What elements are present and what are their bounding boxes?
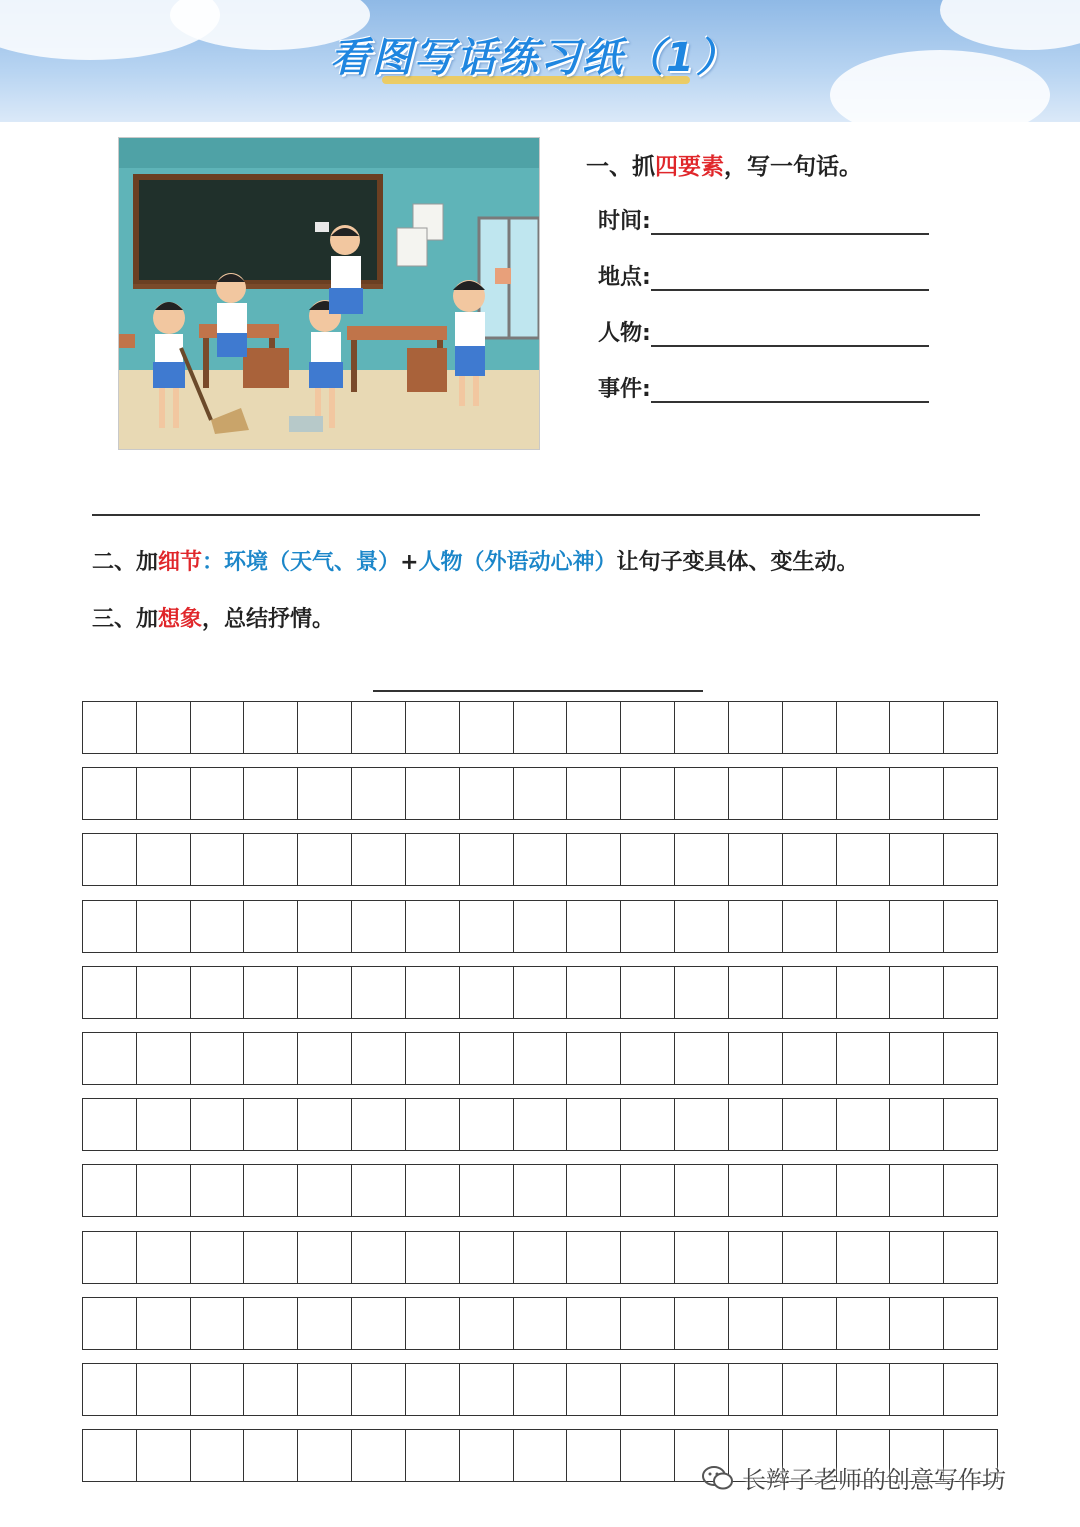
section1-heading bbox=[586, 148, 862, 181]
grid-cell[interactable] bbox=[889, 1032, 944, 1085]
grid-cell[interactable] bbox=[82, 900, 137, 953]
grid-row bbox=[82, 1164, 998, 1217]
grid-row bbox=[82, 1297, 998, 1350]
grid-cell[interactable] bbox=[405, 1164, 460, 1217]
grid-cell[interactable] bbox=[351, 1098, 406, 1151]
grid-cell[interactable] bbox=[889, 833, 944, 886]
grid-cell[interactable] bbox=[351, 966, 406, 1019]
grid-cell[interactable] bbox=[513, 1429, 568, 1482]
grid-cell[interactable] bbox=[674, 1032, 729, 1085]
grid-cell[interactable] bbox=[351, 833, 406, 886]
grid-cell[interactable] bbox=[566, 900, 621, 953]
section3-prefix: 三、加 bbox=[92, 607, 159, 632]
grid-cell[interactable] bbox=[459, 1363, 514, 1416]
grid-cell[interactable] bbox=[136, 1098, 191, 1151]
grid-cell[interactable] bbox=[459, 900, 514, 953]
field-line-place[interactable] bbox=[651, 263, 929, 291]
grid-cell[interactable] bbox=[566, 1098, 621, 1151]
section2-highlight: 细节 bbox=[158, 550, 203, 575]
grid-cell[interactable] bbox=[405, 1297, 460, 1350]
section3-suffix: ，总结抒情。 bbox=[202, 607, 335, 632]
section3-heading bbox=[92, 602, 334, 633]
grid-cell[interactable] bbox=[566, 966, 621, 1019]
grid-cell[interactable] bbox=[136, 767, 191, 820]
grid-cell[interactable] bbox=[836, 966, 891, 1019]
grid-row bbox=[82, 900, 998, 953]
grid-row bbox=[82, 1032, 998, 1085]
grid-row bbox=[82, 1098, 998, 1151]
grid-cell[interactable] bbox=[513, 767, 568, 820]
grid-cell[interactable] bbox=[889, 1164, 944, 1217]
grid-cell[interactable] bbox=[943, 833, 998, 886]
grid-cell[interactable] bbox=[351, 1429, 406, 1482]
grid-cell[interactable] bbox=[674, 701, 729, 754]
sentence-answer-line[interactable] bbox=[92, 514, 980, 516]
grid-cell[interactable] bbox=[351, 1032, 406, 1085]
grid-cell[interactable] bbox=[405, 833, 460, 886]
grid-cell[interactable] bbox=[566, 1429, 621, 1482]
grid-cell[interactable] bbox=[728, 1164, 783, 1217]
grid-cell[interactable] bbox=[297, 1297, 352, 1350]
grid-cell[interactable] bbox=[620, 767, 675, 820]
grid-cell[interactable] bbox=[136, 900, 191, 953]
grid-row bbox=[82, 833, 998, 886]
grid-cell[interactable] bbox=[782, 833, 837, 886]
grid-cell[interactable] bbox=[782, 767, 837, 820]
grid-cell[interactable] bbox=[351, 1363, 406, 1416]
grid-cell[interactable] bbox=[351, 1164, 406, 1217]
grid-cell[interactable] bbox=[459, 1231, 514, 1284]
section2-plus: + bbox=[400, 550, 419, 575]
section1-suffix: ，写一句话。 bbox=[724, 154, 862, 180]
grid-cell[interactable] bbox=[190, 1429, 245, 1482]
grid-cell[interactable] bbox=[836, 767, 891, 820]
grid-cell[interactable] bbox=[566, 1032, 621, 1085]
grid-row bbox=[82, 701, 998, 754]
grid-cell[interactable] bbox=[243, 1164, 298, 1217]
grid-cell[interactable] bbox=[513, 701, 568, 754]
grid-cell[interactable] bbox=[136, 1032, 191, 1085]
grid-cell[interactable] bbox=[513, 1363, 568, 1416]
grid-cell[interactable] bbox=[620, 1429, 675, 1482]
grid-cell[interactable] bbox=[943, 900, 998, 953]
grid-cell[interactable] bbox=[836, 1098, 891, 1151]
grid-cell[interactable] bbox=[136, 701, 191, 754]
cloud-decoration bbox=[830, 50, 1050, 122]
grid-cell[interactable] bbox=[620, 966, 675, 1019]
grid-cell[interactable] bbox=[674, 767, 729, 820]
grid-cell[interactable] bbox=[351, 1297, 406, 1350]
grid-cell[interactable] bbox=[297, 966, 352, 1019]
grid-cell[interactable] bbox=[943, 767, 998, 820]
field-label-event: 事件: bbox=[598, 377, 651, 402]
grid-cell[interactable] bbox=[351, 1231, 406, 1284]
grid-cell[interactable] bbox=[405, 1429, 460, 1482]
grid-cell[interactable] bbox=[405, 701, 460, 754]
grid-cell[interactable] bbox=[190, 900, 245, 953]
grid-cell[interactable] bbox=[82, 1429, 137, 1482]
grid-cell[interactable] bbox=[297, 1429, 352, 1482]
grid-cell[interactable] bbox=[566, 1297, 621, 1350]
grid-cell[interactable] bbox=[620, 1297, 675, 1350]
grid-cell[interactable] bbox=[943, 1032, 998, 1085]
grid-row bbox=[82, 966, 998, 1019]
grid-cell[interactable] bbox=[889, 1098, 944, 1151]
page-title: 看图写话练习纸（1） bbox=[330, 35, 738, 81]
grid-cell[interactable] bbox=[459, 701, 514, 754]
grid-cell[interactable] bbox=[782, 1098, 837, 1151]
grid-cell[interactable] bbox=[889, 1231, 944, 1284]
grid-cell[interactable] bbox=[782, 966, 837, 1019]
grid-cell[interactable] bbox=[513, 1032, 568, 1085]
grid-cell[interactable] bbox=[136, 1231, 191, 1284]
grid-cell[interactable] bbox=[836, 1231, 891, 1284]
grid-cell[interactable] bbox=[243, 1363, 298, 1416]
grid-cell[interactable] bbox=[782, 900, 837, 953]
grid-cell[interactable] bbox=[513, 900, 568, 953]
grid-cell[interactable] bbox=[728, 1032, 783, 1085]
grid-cell[interactable] bbox=[889, 900, 944, 953]
grid-cell[interactable] bbox=[190, 701, 245, 754]
grid-cell[interactable] bbox=[943, 1297, 998, 1350]
grid-cell[interactable] bbox=[566, 1164, 621, 1217]
grid-cell[interactable] bbox=[782, 701, 837, 754]
grid-cell[interactable] bbox=[405, 1363, 460, 1416]
grid-cell[interactable] bbox=[782, 1297, 837, 1350]
field-label-person: 人物: bbox=[598, 321, 651, 346]
section1-prefix: 一、抓 bbox=[586, 154, 655, 180]
grid-cell[interactable] bbox=[674, 966, 729, 1019]
grid-cell[interactable] bbox=[943, 1164, 998, 1217]
grid-cell[interactable] bbox=[243, 833, 298, 886]
grid-cell[interactable] bbox=[405, 966, 460, 1019]
grid-cell[interactable] bbox=[836, 1363, 891, 1416]
cloud-decoration bbox=[940, 0, 1080, 50]
grid-cell[interactable] bbox=[297, 900, 352, 953]
grid-cell[interactable] bbox=[243, 1429, 298, 1482]
grid-cell[interactable] bbox=[459, 966, 514, 1019]
composition-title-line[interactable] bbox=[373, 690, 703, 692]
field-line-time[interactable] bbox=[651, 207, 929, 235]
grid-cell[interactable] bbox=[566, 1363, 621, 1416]
grid-cell[interactable] bbox=[620, 1032, 675, 1085]
section2-suffix: 让句子变具体、变生动。 bbox=[616, 550, 859, 575]
grid-cell[interactable] bbox=[620, 833, 675, 886]
grid-cell[interactable] bbox=[889, 1297, 944, 1350]
grid-cell[interactable] bbox=[889, 767, 944, 820]
grid-row bbox=[82, 767, 998, 820]
grid-cell[interactable] bbox=[459, 1297, 514, 1350]
grid-cell[interactable] bbox=[190, 1164, 245, 1217]
grid-cell[interactable] bbox=[943, 1231, 998, 1284]
grid-cell[interactable] bbox=[190, 1363, 245, 1416]
grid-cell[interactable] bbox=[351, 767, 406, 820]
grid-cell[interactable] bbox=[297, 767, 352, 820]
grid-cell[interactable] bbox=[782, 1231, 837, 1284]
grid-cell[interactable] bbox=[190, 1231, 245, 1284]
grid-cell[interactable] bbox=[513, 966, 568, 1019]
grid-cell[interactable] bbox=[136, 1164, 191, 1217]
grid-cell[interactable] bbox=[459, 1032, 514, 1085]
grid-cell[interactable] bbox=[190, 1032, 245, 1085]
grid-cell[interactable] bbox=[836, 1297, 891, 1350]
grid-cell[interactable] bbox=[82, 767, 137, 820]
grid-cell[interactable] bbox=[782, 1363, 837, 1416]
grid-cell[interactable] bbox=[82, 1164, 137, 1217]
grid-cell[interactable] bbox=[566, 833, 621, 886]
grid-cell[interactable] bbox=[728, 966, 783, 1019]
grid-cell[interactable] bbox=[836, 900, 891, 953]
watermark-text: 长辫子老师的创意写作坊 bbox=[742, 1466, 1006, 1494]
grid-cell[interactable] bbox=[297, 1164, 352, 1217]
grid-cell[interactable] bbox=[405, 1032, 460, 1085]
grid-cell[interactable] bbox=[620, 1231, 675, 1284]
section2-colon: ： bbox=[202, 550, 225, 575]
grid-cell[interactable] bbox=[620, 900, 675, 953]
grid-cell[interactable] bbox=[674, 1231, 729, 1284]
grid-cell[interactable] bbox=[459, 1098, 514, 1151]
grid-cell[interactable] bbox=[459, 1164, 514, 1217]
grid-cell[interactable] bbox=[889, 966, 944, 1019]
field-person bbox=[598, 316, 929, 350]
grid-cell[interactable] bbox=[513, 1231, 568, 1284]
section2-prefix: 二、加 bbox=[92, 550, 159, 575]
field-line-event[interactable] bbox=[651, 375, 929, 403]
grid-cell[interactable] bbox=[82, 1297, 137, 1350]
grid-cell[interactable] bbox=[405, 1098, 460, 1151]
grid-cell[interactable] bbox=[889, 1363, 944, 1416]
grid-cell[interactable] bbox=[459, 767, 514, 820]
grid-cell[interactable] bbox=[836, 701, 891, 754]
grid-cell[interactable] bbox=[82, 1032, 137, 1085]
grid-cell[interactable] bbox=[674, 1297, 729, 1350]
grid-cell[interactable] bbox=[405, 900, 460, 953]
grid-cell[interactable] bbox=[889, 701, 944, 754]
grid-row bbox=[82, 1231, 998, 1284]
grid-cell[interactable] bbox=[243, 701, 298, 754]
wechat-icon bbox=[702, 1465, 734, 1497]
grid-cell[interactable] bbox=[674, 1098, 729, 1151]
classroom-illustration bbox=[118, 137, 540, 450]
grid-cell[interactable] bbox=[190, 966, 245, 1019]
grid-cell[interactable] bbox=[836, 1164, 891, 1217]
grid-cell[interactable] bbox=[243, 1231, 298, 1284]
grid-cell[interactable] bbox=[674, 900, 729, 953]
grid-cell[interactable] bbox=[674, 1363, 729, 1416]
grid-cell[interactable] bbox=[351, 900, 406, 953]
field-label-time: 时间: bbox=[598, 209, 651, 234]
grid-cell[interactable] bbox=[82, 966, 137, 1019]
section3-highlight: 想象 bbox=[158, 607, 203, 632]
grid-cell[interactable] bbox=[782, 1032, 837, 1085]
grid-cell[interactable] bbox=[243, 767, 298, 820]
grid-cell[interactable] bbox=[728, 1231, 783, 1284]
grid-cell[interactable] bbox=[728, 767, 783, 820]
watermark bbox=[702, 1460, 1006, 1497]
grid-cell[interactable] bbox=[620, 1098, 675, 1151]
grid-cell[interactable] bbox=[836, 833, 891, 886]
grid-cell[interactable] bbox=[728, 1297, 783, 1350]
grid-cell[interactable] bbox=[297, 1098, 352, 1151]
grid-cell[interactable] bbox=[943, 1363, 998, 1416]
grid-cell[interactable] bbox=[297, 833, 352, 886]
grid-row bbox=[82, 1363, 998, 1416]
grid-cell[interactable] bbox=[190, 1297, 245, 1350]
grid-cell[interactable] bbox=[243, 900, 298, 953]
grid-cell[interactable] bbox=[459, 833, 514, 886]
grid-cell[interactable] bbox=[513, 1297, 568, 1350]
grid-cell[interactable] bbox=[136, 966, 191, 1019]
grid-cell[interactable] bbox=[405, 767, 460, 820]
grid-cell[interactable] bbox=[836, 1032, 891, 1085]
grid-cell[interactable] bbox=[136, 1297, 191, 1350]
grid-cell[interactable] bbox=[82, 833, 137, 886]
grid-cell[interactable] bbox=[943, 1098, 998, 1151]
classroom-cleaning-picture bbox=[119, 138, 539, 449]
child-figure bbox=[216, 273, 247, 357]
grid-cell[interactable] bbox=[566, 701, 621, 754]
grid-cell[interactable] bbox=[459, 1429, 514, 1482]
grid-cell[interactable] bbox=[674, 1164, 729, 1217]
field-time bbox=[598, 204, 929, 238]
grid-cell[interactable] bbox=[351, 701, 406, 754]
grid-cell[interactable] bbox=[136, 833, 191, 886]
grid-cell[interactable] bbox=[243, 1098, 298, 1151]
grid-cell[interactable] bbox=[297, 1032, 352, 1085]
grid-cell[interactable] bbox=[728, 833, 783, 886]
grid-cell[interactable] bbox=[728, 900, 783, 953]
grid-cell[interactable] bbox=[943, 966, 998, 1019]
grid-cell[interactable] bbox=[297, 701, 352, 754]
grid-cell[interactable] bbox=[782, 1164, 837, 1217]
field-event bbox=[598, 372, 929, 406]
grid-cell[interactable] bbox=[190, 833, 245, 886]
grid-cell[interactable] bbox=[728, 1098, 783, 1151]
grid-cell[interactable] bbox=[82, 1363, 137, 1416]
grid-cell[interactable] bbox=[566, 767, 621, 820]
grid-cell[interactable] bbox=[136, 1429, 191, 1482]
grid-cell[interactable] bbox=[136, 1363, 191, 1416]
grid-cell[interactable] bbox=[243, 1297, 298, 1350]
section2-env: 环境（天气、景） bbox=[224, 550, 401, 575]
grid-cell[interactable] bbox=[728, 701, 783, 754]
grid-cell[interactable] bbox=[243, 1032, 298, 1085]
grid-cell[interactable] bbox=[243, 966, 298, 1019]
grid-cell[interactable] bbox=[82, 701, 137, 754]
grid-cell[interactable] bbox=[566, 1231, 621, 1284]
grid-cell[interactable] bbox=[82, 1098, 137, 1151]
field-line-person[interactable] bbox=[651, 319, 929, 347]
grid-cell[interactable] bbox=[297, 1231, 352, 1284]
grid-cell[interactable] bbox=[513, 833, 568, 886]
grid-cell[interactable] bbox=[190, 767, 245, 820]
grid-cell[interactable] bbox=[620, 1363, 675, 1416]
grid-cell[interactable] bbox=[728, 1363, 783, 1416]
field-place bbox=[598, 260, 929, 294]
section1-highlight: 四要素 bbox=[655, 154, 724, 180]
grid-cell[interactable] bbox=[620, 701, 675, 754]
grid-cell[interactable] bbox=[513, 1098, 568, 1151]
header-banner bbox=[0, 0, 1080, 122]
grid-cell[interactable] bbox=[513, 1164, 568, 1217]
grid-cell[interactable] bbox=[674, 833, 729, 886]
grid-cell[interactable] bbox=[82, 1231, 137, 1284]
section2-heading bbox=[92, 545, 859, 576]
field-label-place: 地点: bbox=[598, 265, 651, 290]
grid-cell[interactable] bbox=[943, 701, 998, 754]
grid-cell[interactable] bbox=[620, 1164, 675, 1217]
grid-cell[interactable] bbox=[405, 1231, 460, 1284]
grid-cell[interactable] bbox=[190, 1098, 245, 1151]
grid-cell[interactable] bbox=[297, 1363, 352, 1416]
section2-person: 人物（外语动心神） bbox=[418, 550, 617, 575]
